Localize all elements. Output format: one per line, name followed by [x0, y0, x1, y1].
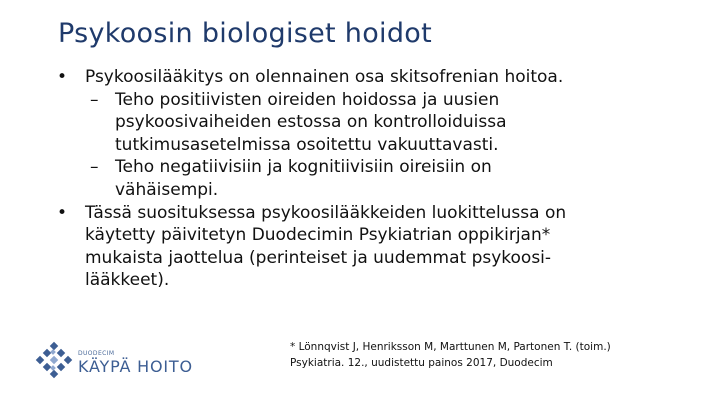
- logo-kaypa-hoito-text: KÄYPÄ HOITO: [78, 357, 193, 376]
- bullet-line: Tässä suosituksessa psykoosilääkkeiden luokittelussa on: [85, 202, 567, 223]
- footnote: [290, 340, 710, 371]
- slide-title: Psykoosin biologiset hoidot: [58, 18, 432, 49]
- bullet-mark: •: [57, 202, 68, 223]
- sub-bullet-line: psykoosivaiheiden estossa on kontrolloiduissa: [115, 112, 507, 133]
- sub-bullet-item: [55, 89, 675, 157]
- bullet-item: [55, 202, 675, 292]
- slide-content: [55, 66, 675, 292]
- sub-bullet-line: tutkimusasetelmissa osoitettu vakuuttavasti.: [115, 134, 499, 155]
- sub-bullet-line: Teho negatiivisiin ja kognitiivisiin oireisiin on: [115, 157, 492, 178]
- bullet-mark: •: [57, 67, 68, 87]
- sub-bullet-line: Teho positiivisten oireiden hoidossa ja uusien: [115, 89, 500, 110]
- bullet-item: [55, 66, 675, 89]
- dash-mark: –: [90, 89, 99, 110]
- kaypa-hoito-logo: [34, 340, 193, 380]
- sub-bullet-line: vähäisempi.: [115, 179, 219, 200]
- bullet-line: käytetty päivitetyn Duodecimin Psykiatrian oppikirjan*: [85, 225, 551, 246]
- dash-mark: –: [90, 157, 99, 178]
- logo-duodecim-text: DUODECIM: [78, 350, 115, 357]
- diamond-grid-logo-icon: [34, 340, 74, 380]
- bullet-line: lääkkeet).: [85, 270, 170, 291]
- footnote-line: Psykiatria. 12., uudistettu painos 2017, Duodecim: [290, 356, 553, 369]
- bullet-line: mukaista jaottelua (perinteiset ja uudemmat psykoosi-: [85, 247, 552, 268]
- bullet-text: Psykoosilääkitys on olennainen osa skitsofrenian hoitoa.: [85, 67, 564, 87]
- sub-bullet-item: [55, 156, 675, 201]
- footnote-line: * Lönnqvist J, Henriksson M, Marttunen M, Partonen T. (toim.): [290, 341, 611, 353]
